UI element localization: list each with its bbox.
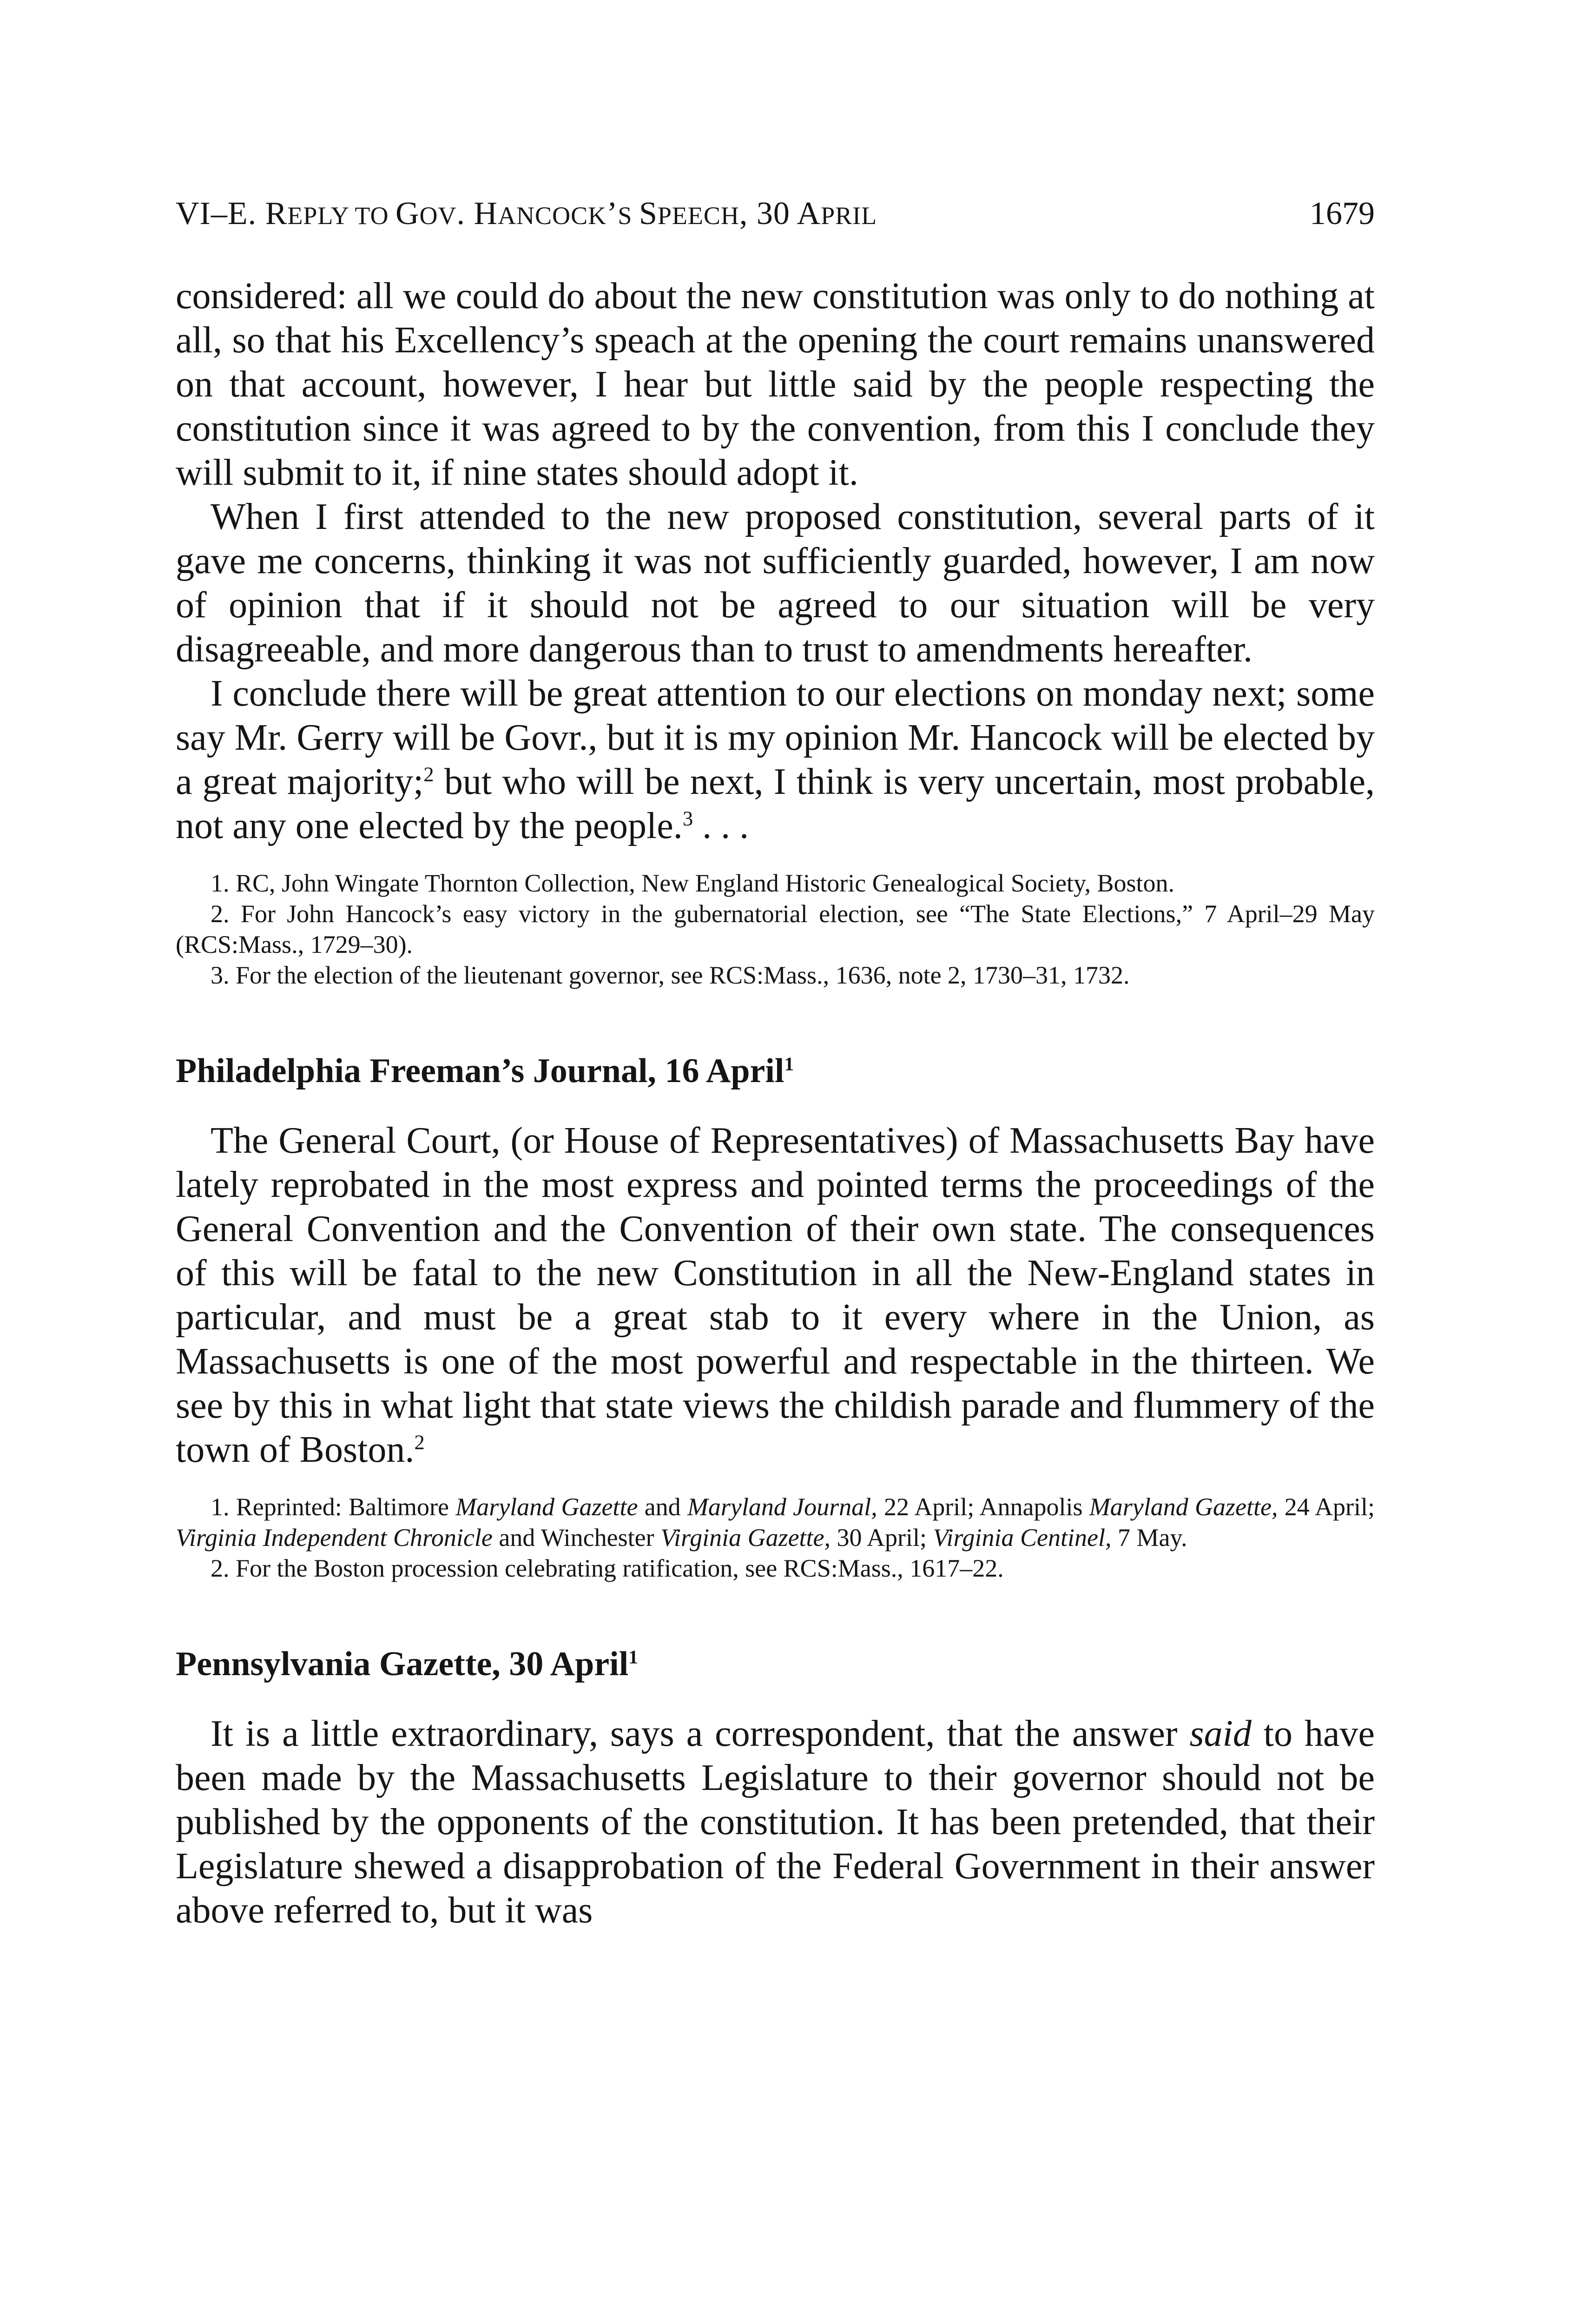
footnote: 2. For John Hancock’s easy victory in the gubernatorial election, see “The State Elections,” 7 April–29 May (RCS:Mass., 1729–30). (176, 900, 1375, 958)
footnote-ref: 1 (628, 1646, 639, 1668)
footnote: 3. For the election of the lieutenant governor, see RCS:Mass., 1636, note 2, 1730–31, 1732. (211, 961, 1130, 989)
footnote: 2. For the Boston procession celebrating ratification, see RCS:Mass., 1617–22. (211, 1554, 1004, 1582)
footnote-ref: 1 (784, 1053, 794, 1075)
section-heading: Pennsylvania Gazette, 30 April$^1$ (176, 1645, 639, 1683)
paragraph: I conclude there will be great attention to our elections on monday next; some say Mr. Gerry will be Govr., but it is my opinion Mr. Hancock will be elected by a great majority;$^2$ but who will be next, I think is very uncertain, most probable, not any one elected by the people.$^3$ . . . (176, 673, 1375, 846)
footnotes (176, 868, 1375, 990)
page-number: 1679 (1310, 196, 1375, 231)
paragraph: The General Court, (or House of Representatives) of Massachusetts Bay have lately reprobated in the most express and pointed terms the proceedings of the General Convention and the Convention of their own state. The consequences of this will be fatal to the new Constitution in all the New-England states in particular, and must be a great stab to it every where in the Union, as Massachusetts is one of the most powerful and respectable in the thirteen. We see by this in what light that state views the childish parade and flummery of the town of Boston.$^2$ (176, 1120, 1375, 1470)
footnotes (176, 1492, 1375, 1584)
paragraph: considered: all we could do about the new constitution was only to do nothing at all, so that his Excellency’s speach at the opening the court remains unanswered on that account, however, I hear but little said by the people respecting the constitution since it was agreed to by the convention, from this I conclude they will submit to it, if nine states should adopt it. (176, 276, 1375, 493)
section-heading: Philadelphia Freeman’s Journal, 16 April$^1$ (176, 1052, 794, 1090)
footnote: 1. RC, John Wingate Thornton Collection, New England Historic Genealogical Society, Boston. (211, 869, 1175, 897)
paragraph: When I first attended to the new proposed constitution, several parts of it gave me concerns, thinking it was not sufficiently guarded, however, I am now of opinion that if it should not be agreed to our situation will be very disagreeable, and more dangerous than to trust to amendments hereafter. (176, 496, 1375, 670)
footnote-ref: 3 (682, 806, 693, 830)
running-header (176, 195, 1375, 237)
paragraph: It is a little extraordinary, says a correspondent, that the answer said to have been made by the Massachusetts Legislature to their governor should not be published by the opponents of the constitution. It has been pretended, that their Legislature shewed a disapprobation of the Federal Government in their answer above referred to, but it was (176, 1713, 1375, 1931)
page-body (176, 274, 1375, 1933)
footnote: 1. Reprinted: Baltimore Maryland Gazette and Maryland Journal, 22 April; Annapolis Maryland Gazette, 24 April; Virginia Independent Chronicle and Winchester Virginia Gazette, 30 April; Virginia Centinel, 7 May. (176, 1493, 1375, 1552)
running-title: VI–E. REPLY TO GOV. HANCOCK’S SPEECH, 30 APRIL (176, 196, 877, 231)
footnote-ref: 2 (423, 762, 434, 786)
footnote-ref: 2 (414, 1430, 425, 1454)
